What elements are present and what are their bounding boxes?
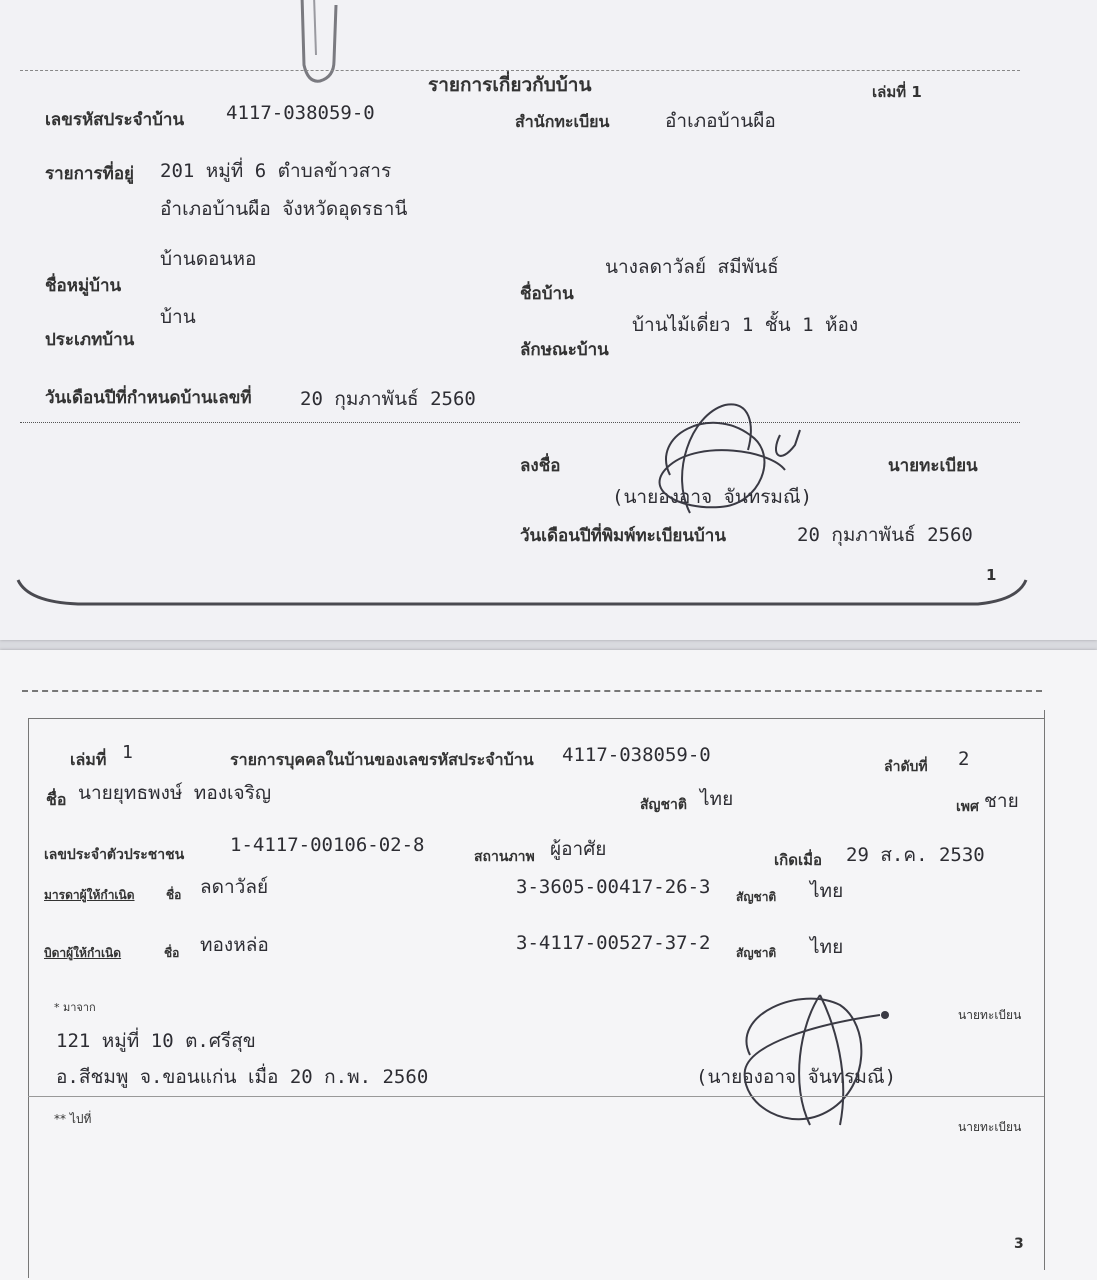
name-value: นายยุทธพงษ์ ทองเจริญ — [78, 782, 272, 804]
registrar-name-2: (นายองอาจ จันทรมณี) — [696, 1066, 897, 1088]
mother-name-label: ชื่อ — [166, 888, 182, 902]
house-type-value: บ้าน — [160, 306, 196, 328]
print-date-value: 20 กุมภาพันธ์ 2560 — [797, 524, 973, 546]
house-character-label: ลักษณะบ้าน — [520, 340, 609, 360]
village-label: ชื่อหมู่บ้าน — [45, 276, 122, 296]
frame-left — [28, 718, 29, 1278]
father-nationality-label: สัญชาติ — [736, 946, 777, 960]
id-value: 1-4117-00106-02-8 — [230, 834, 425, 856]
father-name-label: ชื่อ — [164, 946, 180, 960]
frame-right — [1044, 710, 1045, 1270]
sex-value: ชาย — [984, 790, 1019, 812]
assigned-date-value: 20 กุมภาพันธ์ 2560 — [300, 388, 476, 410]
status-label: สถานภาพ — [474, 849, 535, 865]
house-name-label: ชื่อบ้าน — [520, 284, 574, 304]
order-label: ลำดับที่ — [884, 759, 928, 775]
assigned-date-label: วันเดือนปีที่กำหนดบ้านเลขที่ — [45, 388, 252, 408]
mother-label: มารดาผู้ให้กำเนิด — [44, 888, 135, 902]
frame-top — [28, 718, 1044, 719]
id-label: เลขประจำตัวประชาชน — [44, 847, 185, 863]
dotted-separator — [20, 422, 1020, 423]
page-number: 1 — [986, 566, 997, 584]
house-name-value: นางลดาวัลย์ สมีพันธ์ — [605, 256, 779, 278]
registrar-signature-2 — [720, 985, 920, 1135]
top-dashed-rule — [22, 690, 1042, 692]
print-date-label: วันเดือนปีที่พิมพ์ทะเบียนบ้าน — [520, 526, 726, 546]
house-character-value: บ้านไม้เดี่ยว 1 ชั้น 1 ห้อง — [632, 314, 859, 336]
page-number-2: 3 — [1014, 1236, 1024, 1252]
father-name-value: ทองหล่อ — [200, 934, 269, 956]
from-label: * มาจาก — [54, 1001, 96, 1014]
address-label: รายการที่อยู่ — [45, 164, 134, 184]
to-label: ** ไปที่ — [54, 1112, 92, 1126]
born-label: เกิดเมื่อ — [774, 851, 822, 869]
house-code-label: เลขรหัสประจำบ้าน — [45, 110, 185, 130]
address-line-1: 201 หมู่ที่ 6 ตำบลข้าวสาร — [160, 160, 392, 182]
middle-rule — [28, 1096, 1044, 1097]
born-value: 29 ส.ค. 2530 — [846, 844, 985, 866]
address-line-2: อำเภอบ้านผือ จังหวัดอุดรธานี — [160, 198, 408, 220]
from-line-1: 121 หมู่ที่ 10 ต.ศรีสุข — [56, 1030, 256, 1052]
mother-id: 3-3605-00417-26-3 — [516, 876, 711, 898]
father-label: บิดาผู้ให้กำเนิด — [44, 946, 122, 960]
house-type-label: ประเภทบ้าน — [45, 330, 135, 350]
list-title: รายการบุคคลในบ้านของเลขรหัสประจำบ้าน — [230, 750, 534, 769]
nationality-value: ไทย — [700, 788, 734, 810]
book-number: เล่มที่ 1 — [872, 83, 922, 101]
paper-clip-icon — [290, 0, 350, 95]
page-title: รายการเกี่ยวกับบ้าน — [428, 74, 592, 96]
name-label: ชื่อ — [46, 790, 67, 809]
book-label: เล่มที่ — [70, 750, 107, 769]
registrar-title: นายทะเบียน — [888, 456, 978, 476]
registry-office-value: อำเภอบ้านผือ — [665, 110, 776, 132]
mother-nationality-value: ไทย — [810, 880, 844, 902]
person-record-page — [0, 650, 1097, 1280]
registrar-name: (นายองอาจ จันทรมณี) — [612, 486, 813, 508]
mother-nationality-label: สัญชาติ — [736, 890, 777, 904]
registry-office-label: สำนักทะเบียน — [515, 112, 610, 131]
page-curve — [18, 570, 1028, 610]
signed-label: ลงชื่อ — [520, 456, 561, 476]
registrar-title-2: นายทะเบียน — [958, 1120, 1022, 1134]
nationality-label: สัญชาติ — [640, 797, 687, 813]
book-value: 1 — [122, 742, 133, 763]
village-value: บ้านดอนหอ — [160, 248, 257, 270]
father-nationality-value: ไทย — [810, 936, 844, 958]
list-house-code: 4117-038059-0 — [562, 744, 711, 766]
sex-label: เพศ — [956, 799, 979, 815]
registrar-title-1: นายทะเบียน — [958, 1008, 1022, 1022]
mother-name-value: ลดาวัลย์ — [200, 876, 269, 898]
from-line-2: อ.สีชมพู จ.ขอนแก่น เมื่อ 20 ก.พ. 2560 — [56, 1066, 429, 1088]
order-value: 2 — [958, 748, 970, 770]
house-code-value: 4117-038059-0 — [226, 102, 375, 124]
status-value: ผู้อาศัย — [550, 838, 607, 860]
father-id: 3-4117-00527-37-2 — [516, 932, 711, 954]
registrar-signature — [630, 395, 830, 525]
